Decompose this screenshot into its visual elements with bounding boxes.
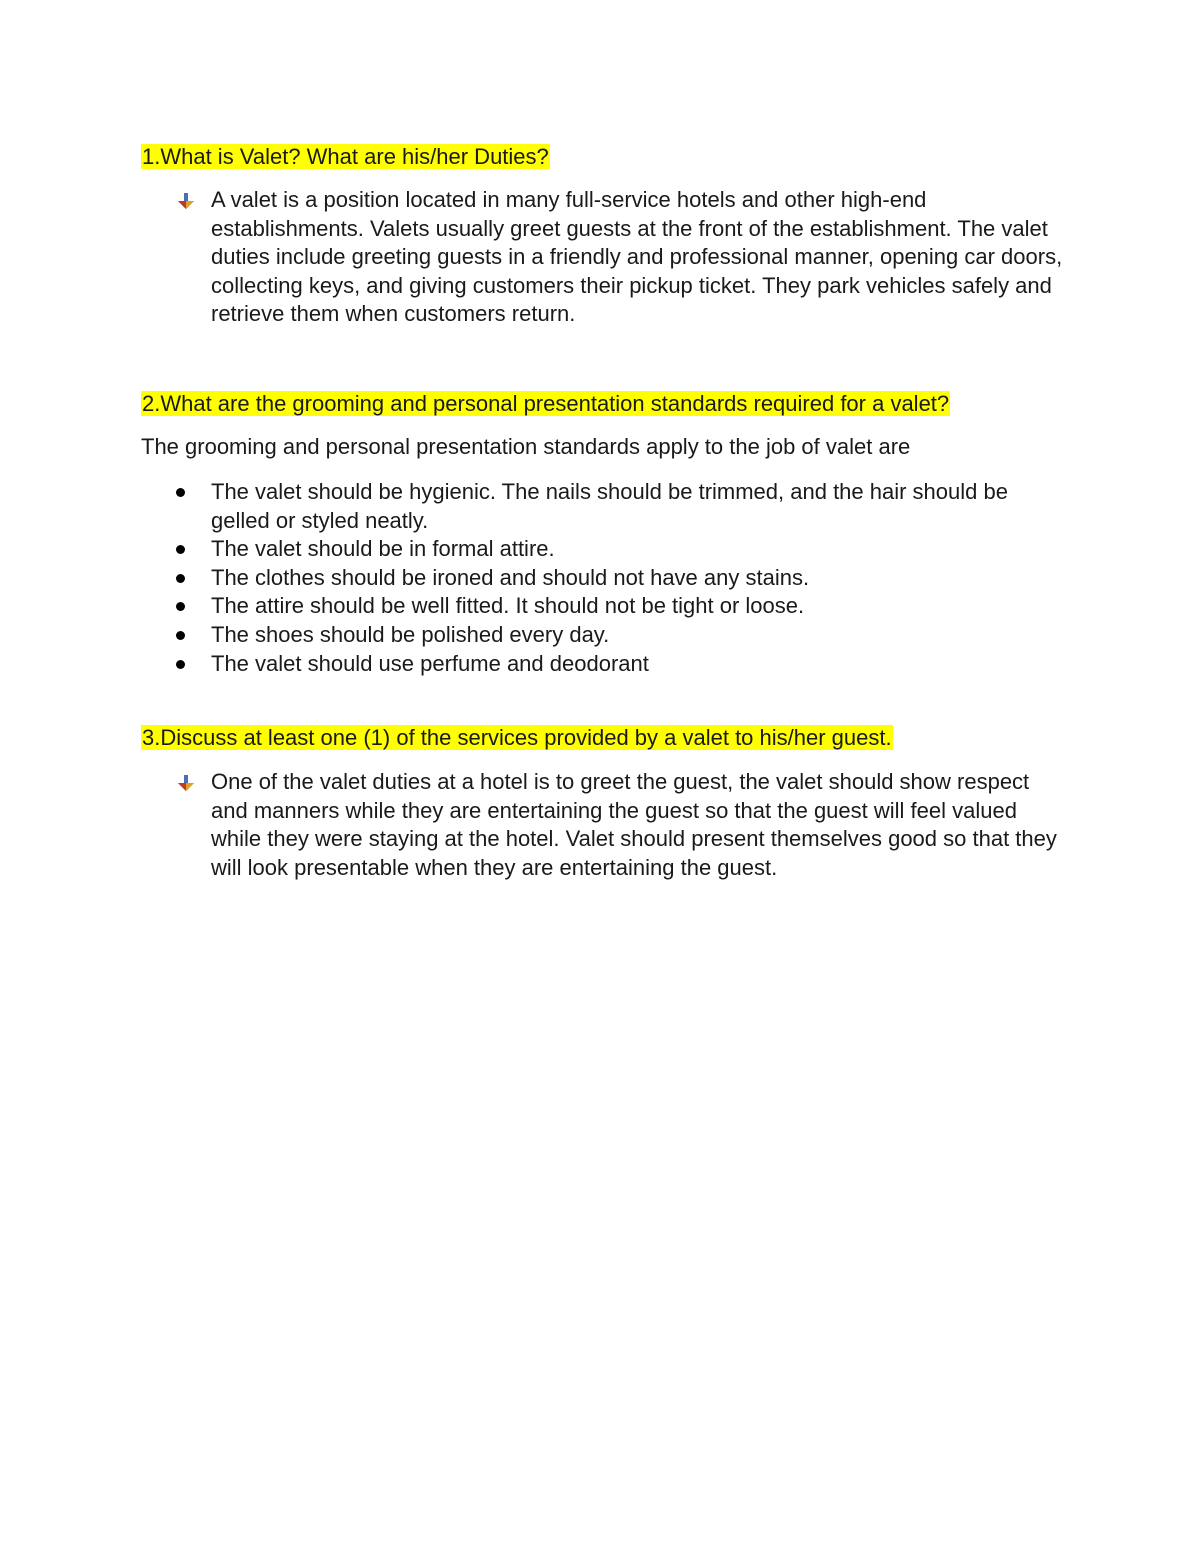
list-item-text: The valet should be hygienic. The nails should be trimmed, and the hair should be gelled or styled neatly. (211, 479, 1008, 533)
list-item-text: The valet should be in formal attire. (211, 536, 555, 562)
list-item (0, 478, 1071, 535)
question-1-heading (141, 143, 550, 171)
bullet-dot-icon (176, 545, 185, 554)
bullet-dot-icon (176, 574, 185, 583)
list-item (0, 535, 1071, 564)
question-1-answer: A valet is a position located in many full-service hotels and other high-end establishments. Valets usually greet guests at the front of the establishment. The valet duties include greeting guests in a friendly and professional manner, opening car doors, collecting keys, and giving customers their pickup ticket. They park vehicles safely and retrieve them when customers return. (211, 187, 1063, 327)
question-3-highlight: 3.Discuss at least one (1) of the services provided by a valet to his/her guest. (142, 725, 892, 750)
bullet-dot-icon (176, 631, 185, 640)
question-3-answer: One of the valet duties at a hotel is to greet the guest, the valet should show respect and manners while they are entertaining the guest so that the guest will feel valued while they were staying at the hotel. Valet should present themselves good so that they will look presentable when they are entertaining the guest. (211, 769, 1057, 880)
bullet-dot-icon (176, 488, 185, 497)
list-item (0, 621, 1071, 650)
list-item (0, 592, 1071, 621)
list-item-text: The shoes should be polished every day. (211, 621, 610, 647)
list-item (0, 650, 1071, 679)
bullet-dot-icon (176, 660, 185, 669)
grooming-standards-list (0, 478, 1200, 678)
question-2-heading (141, 390, 950, 418)
down-arrow-bullet-icon (176, 192, 196, 212)
question-2-highlight: 2.What are the grooming and personal presentation standards required for a valet? (142, 391, 950, 416)
list-item-text: The clothes should be ironed and should not have any stains. (211, 564, 810, 590)
list-item-text: The attire should be well fitted. It should not be tight or loose. (211, 593, 805, 619)
list-item-text: The valet should use perfume and deodorant (211, 650, 649, 676)
question-2-intro: The grooming and personal presentation standards apply to the job of valet are (141, 434, 911, 459)
question-1-highlight: 1.What is Valet? What are his/her Duties? (142, 144, 549, 169)
list-item (0, 564, 1071, 593)
question-3-heading (141, 724, 893, 752)
down-arrow-bullet-icon (176, 774, 196, 794)
bullet-dot-icon (176, 602, 185, 611)
